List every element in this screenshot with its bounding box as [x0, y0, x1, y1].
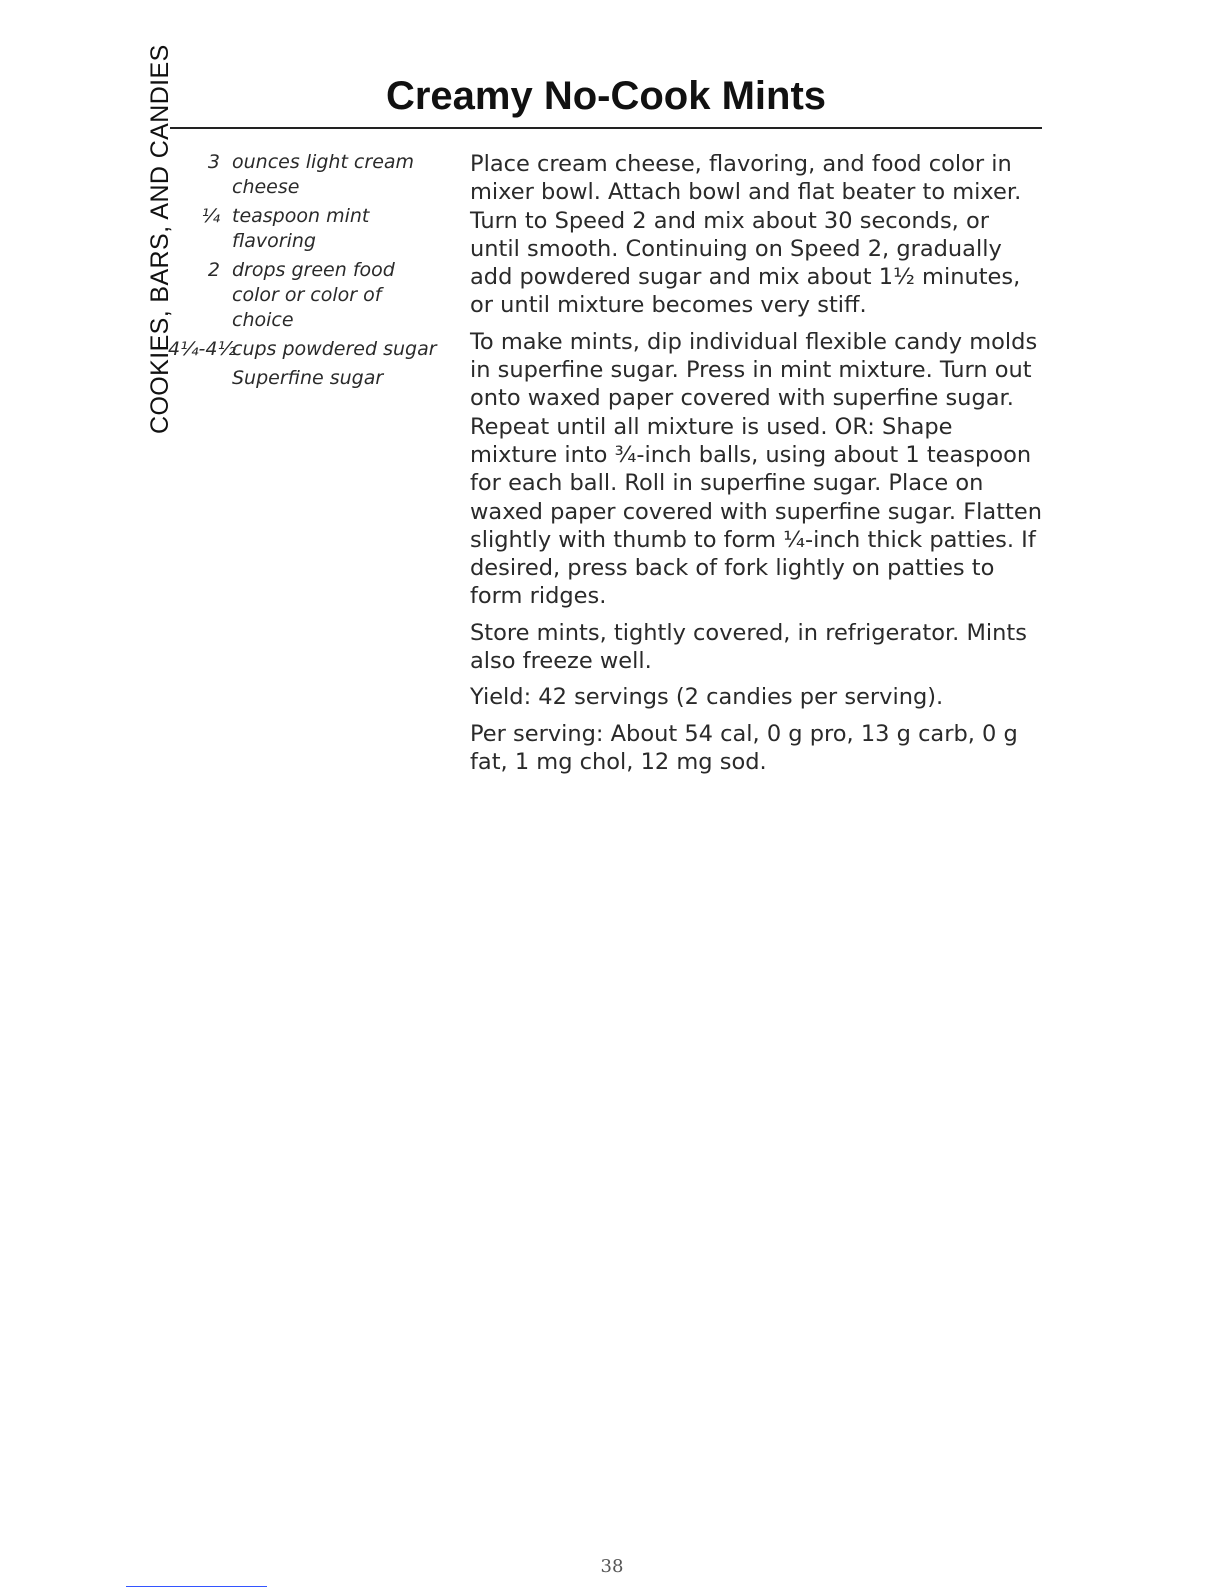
ingredient-item	[168, 366, 438, 391]
ingredient-quantity: 4¼-4½	[168, 338, 236, 360]
ingredient-item	[168, 204, 438, 254]
ingredient-description: Superfine sugar	[232, 367, 384, 389]
recipe-directions	[470, 150, 1045, 784]
ingredient-description: ounces light cream cheese	[232, 151, 415, 198]
ingredient-description: teaspoon mint flavoring	[232, 205, 370, 252]
ingredient-quantity: 2	[207, 259, 220, 281]
title-divider	[170, 127, 1042, 129]
direction-paragraph: Place cream cheese, flavoring, and food color in mixer bowl. Attach bowl and flat beater to mixer. Turn to Speed 2 and mix about 30 seconds, or until smooth. Continuing on Speed 2, gradually add powdered sugar and mix about 1½ minutes, or until mixture becomes very stiff.	[470, 151, 1022, 319]
section-side-tab: COOKIES, BARS, AND CANDIES	[146, 44, 174, 434]
ingredient-item	[168, 150, 438, 200]
direction-paragraph: Store mints, tightly covered, in refrigerator. Mints also freeze well.	[470, 619, 1027, 675]
direction-paragraph: To make mints, dip individual flexible candy molds in superfine sugar. Press in mint mixture. Turn out onto waxed paper covered with superfine sugar. Repeat until all mixture is used. OR: Shape mixture into ¾-inch balls, using about 1 teaspoon for each ball. Roll in superfine sugar. Place on waxed paper covered with superfine sugar. Flatten slightly with thumb to form ¼-inch thick patties. If desired, press back of fork lightly on patties to form ridges.	[470, 328, 1042, 610]
ingredient-quantity: 3	[207, 151, 220, 173]
ingredient-description: cups powdered sugar	[232, 338, 437, 360]
ingredient-quantity	[168, 366, 232, 391]
recipe-title: Creamy No-Cook Mints	[385, 74, 827, 118]
ingredients-list	[168, 150, 438, 395]
page-number: 38	[600, 1556, 624, 1577]
ingredient-item	[168, 337, 438, 362]
nutrition-text: Per serving: About 54 cal, 0 g pro, 13 g carb, 0 g fat, 1 mg chol, 12 mg sod.	[470, 720, 1018, 775]
ingredient-quantity: ¼	[201, 205, 220, 227]
ingredient-description: drops green food color or color of choice	[232, 259, 395, 331]
ingredient-item	[168, 258, 438, 333]
yield-text: Yield: 42 servings (2 candies per serving).	[470, 684, 944, 711]
